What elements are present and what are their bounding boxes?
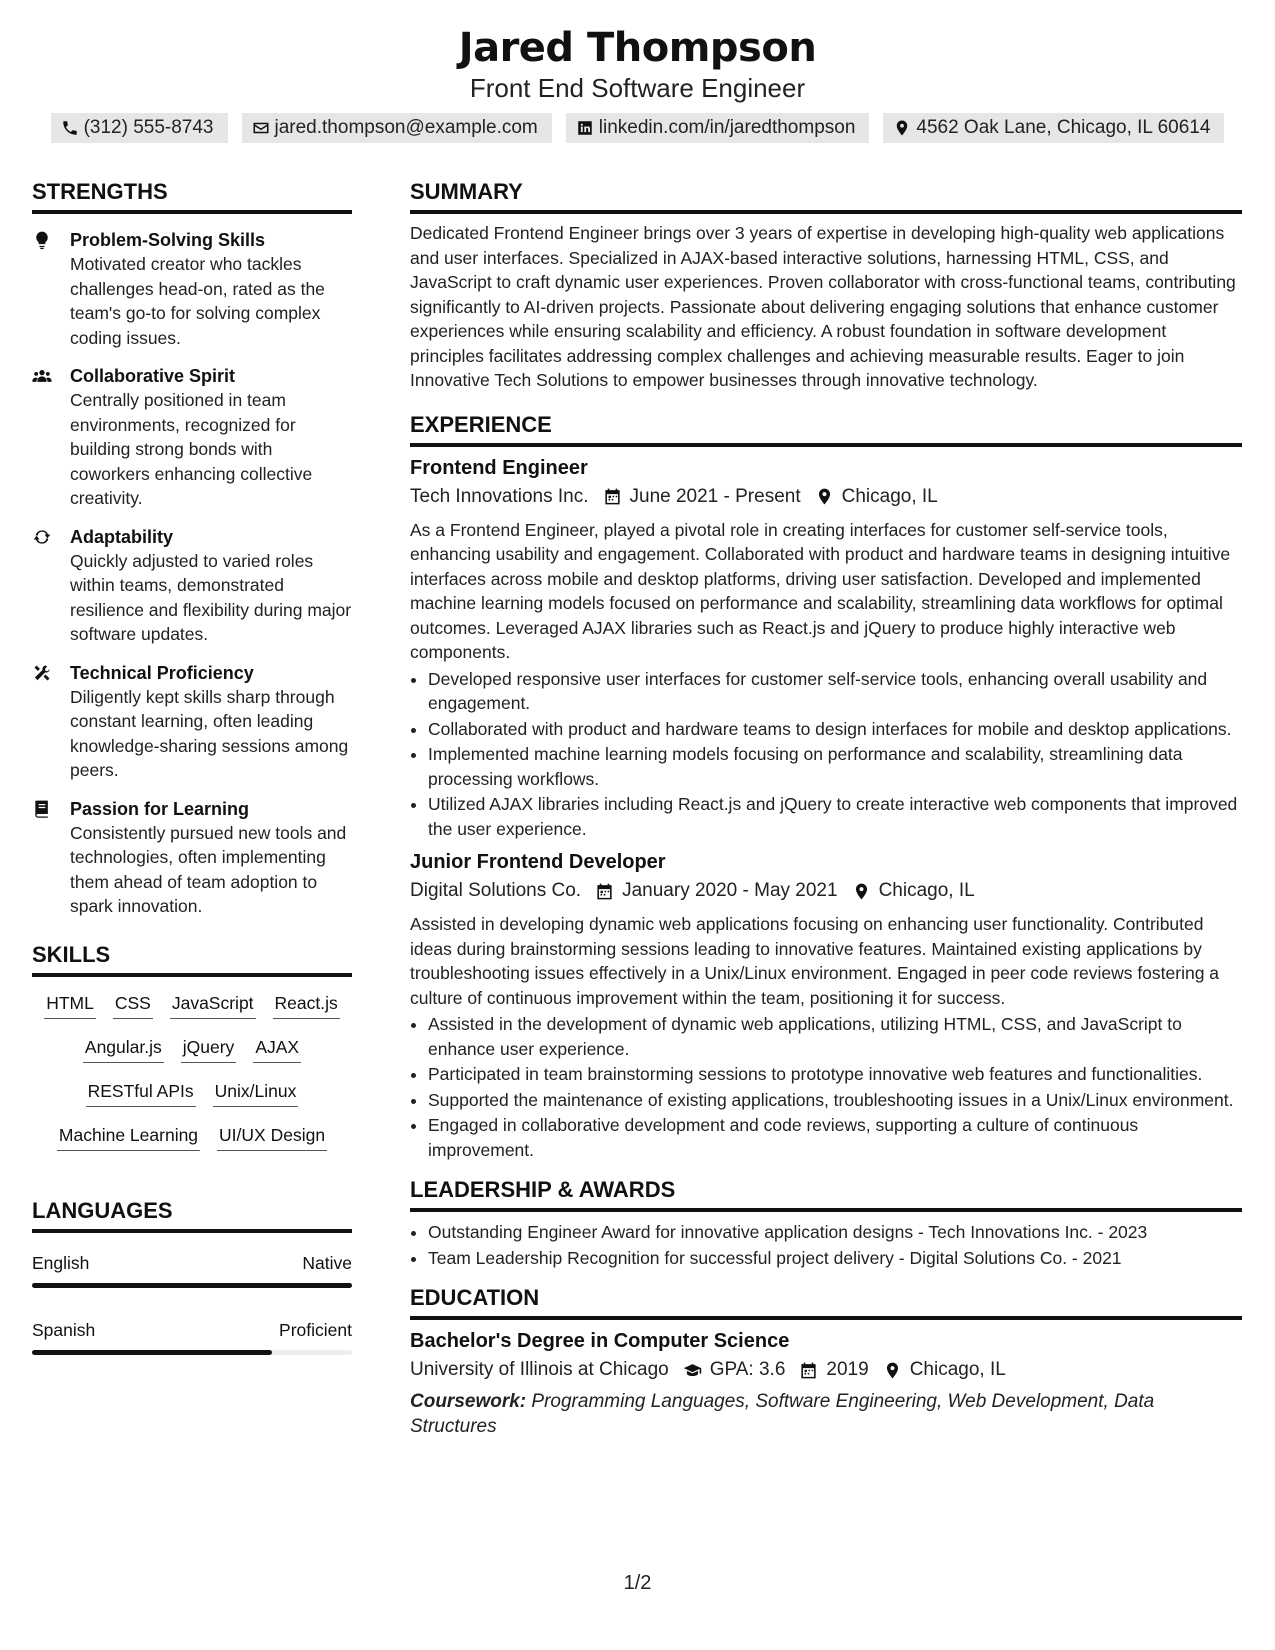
job-bullet: • Utilized AJAX libraries including React.js and jQuery to create interactive web components that improved the user experience.: [428, 792, 1242, 841]
language-proficiency-fill: [32, 1283, 352, 1288]
job-bullet: • Developed responsive user interfaces for customer self-service tools, enhancing overall usability and engagement.: [428, 667, 1242, 716]
skill-tag: Unix/Linux: [213, 1077, 299, 1107]
right-column: [410, 178, 1242, 1439]
skill-tag: JavaScript: [170, 989, 256, 1019]
award-item: • Team Leadership Recognition for successful project delivery - Digital Solutions Co. - 2021: [428, 1246, 1242, 1271]
skill-tag: AJAX: [253, 1033, 301, 1063]
language-item: [32, 1251, 352, 1288]
summary-heading: SUMMARY: [410, 178, 1242, 214]
strength-desc: Centrally positioned in team environments, recognized for building strong bonds with coworkers enhancing collective creativity.: [70, 390, 313, 508]
job-entry: [410, 455, 1242, 842]
candidate-name: Jared Thompson: [458, 25, 817, 71]
strength-title: Passion for Learning: [70, 798, 250, 819]
job-bullets: [410, 667, 1242, 842]
experience-heading: EXPERIENCE: [410, 411, 1242, 447]
refresh-icon: [32, 527, 52, 547]
coursework-list: Programming Languages, Software Engineering, Web Development, Data Structures: [410, 1391, 1155, 1437]
job-dates: January 2020 - May 2021: [622, 880, 838, 901]
coursework: [410, 1390, 1242, 1439]
job-bullet: • Assisted in the development of dynamic web applications, utilizing HTML, CSS, and JavaScript to enhance user experience.: [428, 1012, 1242, 1061]
coursework-label: Coursework:: [410, 1391, 527, 1412]
strength-desc: Diligently kept skills sharp through constant learning, often leading knowledge-sharing sessions among peers.: [70, 686, 349, 780]
award-item: • Outstanding Engineer Award for innovative application designs - Tech Innovations Inc. - 2023: [428, 1220, 1242, 1245]
contact-address-text: 4562 Oak Lane, Chicago, IL 60614: [916, 117, 1211, 138]
lightbulb-icon: [32, 230, 52, 250]
resume-header: [0, 22, 1275, 143]
job-description: As a Frontend Engineer, played a pivotal role in creating interfaces for customer self-service tools, enhancing usability and engagement. Collaborated with product and hardware teams in designing intuitive interfaces across mobile and desktop platforms, driving user satisfaction. Developed and implemented machine learning models focused on performance and scalability, streamlining data workflows for optimal outcomes. Leveraged AJAX libraries such as React.js and jQuery to produce highly interactive web components.: [410, 519, 1231, 662]
job-bullet: • Collaborated with product and hardware teams to design interfaces for mobile and desktop applications.: [428, 717, 1242, 742]
skill-tag: Machine Learning: [57, 1121, 200, 1151]
job-location: Chicago, IL: [878, 880, 975, 901]
job-meta: [410, 483, 1242, 511]
skill-tag: CSS: [113, 989, 153, 1019]
strength-title: Technical Proficiency: [70, 662, 254, 683]
linkedin-icon: [576, 119, 594, 137]
job-title: Junior Frontend Developer: [410, 851, 666, 873]
strength-item: [32, 525, 352, 647]
strength-desc: Quickly adjusted to varied roles within teams, demonstrated resilience and flexibility during major software updates.: [70, 550, 352, 644]
calendar-icon: [595, 882, 614, 901]
language-proficiency-bar: [32, 1283, 352, 1288]
languages-heading: LANGUAGES: [32, 1197, 352, 1233]
strength-title: Collaborative Spirit: [70, 366, 236, 386]
language-proficiency-fill: [32, 1350, 272, 1355]
job-bullet: • Engaged in collaborative development and code reviews, supporting a culture of continuous improvement.: [428, 1113, 1242, 1162]
contact-email-text: jared.thompson@example.com: [274, 117, 538, 138]
awards-list: [410, 1220, 1242, 1270]
language-proficiency-bar: [32, 1350, 352, 1355]
calendar-icon: [603, 487, 622, 506]
users-icon: [32, 366, 52, 386]
contact-linkedin-text: linkedin.com/in/jaredthompson: [598, 117, 856, 138]
candidate-title: Front End Software Engineer: [469, 73, 806, 103]
job-description: Assisted in developing dynamic web applications focusing on enhancing user functionality. Contributed ideas during brainstorming sessions leading to innovative features. Maintained existing applications by troubleshooting issues effectively in a Unix/Linux environment. Engaged in peer code reviews fostering a culture of continuous improvement within the team, positioning it for success.: [410, 914, 1220, 1008]
school-name: University of Illinois at Chicago: [410, 1359, 669, 1380]
strengths-heading: STRENGTHS: [32, 178, 352, 214]
skill-tag: RESTful APIs: [86, 1077, 196, 1107]
job-entry: [410, 849, 1242, 1162]
job-meta: [410, 877, 1242, 905]
language-name: Spanish: [32, 1319, 96, 1340]
strength-title: Problem-Solving Skills: [70, 230, 266, 250]
contact-phone-text: (312) 555-8743: [83, 117, 214, 138]
job-dates: June 2021 - Present: [629, 485, 801, 507]
language-item: [32, 1318, 352, 1355]
job-bullet: • Implemented machine learning models focusing on performance and scalability, streamlining data processing workflows.: [428, 742, 1242, 791]
strength-desc: Consistently pursued new tools and technologies, often implementing them ahead of team adoption to spark innovation.: [70, 822, 347, 916]
job-bullet: • Participated in team brainstorming sessions to prototype innovative web features and functionalities.: [428, 1062, 1242, 1087]
job-company: Tech Innovations Inc.: [410, 485, 589, 507]
book-icon: [32, 799, 52, 819]
envelope-icon: [252, 119, 270, 137]
strength-item: [32, 364, 352, 511]
skill-tag: Angular.js: [83, 1033, 164, 1063]
skill-tag: HTML: [44, 989, 96, 1019]
skills-heading: SKILLS: [32, 941, 352, 977]
contact-bar: [0, 113, 1275, 143]
strength-desc: Motivated creator who tackles challenges head-on, rated as the team's go-to for solving complex coding issues.: [70, 254, 325, 348]
job-company: Digital Solutions Co.: [410, 880, 582, 901]
contact-email[interactable]: [242, 113, 552, 143]
contact-address[interactable]: [883, 113, 1224, 143]
education-heading: EDUCATION: [410, 1284, 1242, 1320]
map-pin-icon: [815, 487, 834, 506]
graduation-year: 2019: [826, 1359, 869, 1380]
job-title: Frontend Engineer: [410, 456, 588, 479]
strength-item: [32, 661, 352, 783]
education-meta: [410, 1356, 1242, 1384]
strength-item: [32, 797, 352, 919]
map-pin-icon: [852, 882, 871, 901]
strength-title: Adaptability: [70, 526, 174, 547]
skill-tag: UI/UX Design: [217, 1121, 327, 1151]
strength-item: [32, 228, 352, 350]
skill-tag: jQuery: [181, 1033, 237, 1063]
job-bullets: [410, 1012, 1242, 1162]
gpa: GPA: 3.6: [709, 1359, 786, 1380]
page-number: 1/2: [623, 1572, 652, 1594]
tools-icon: [32, 663, 52, 683]
skills-list: [32, 989, 352, 1151]
language-name: English: [32, 1252, 90, 1273]
contact-phone[interactable]: [51, 113, 228, 143]
contact-linkedin[interactable]: [566, 113, 870, 143]
calendar-icon: [799, 1361, 818, 1380]
map-pin-icon: [883, 1361, 902, 1380]
phone-icon: [61, 119, 79, 137]
education-location: Chicago, IL: [909, 1359, 1006, 1380]
language-level: Native: [302, 1252, 352, 1273]
language-level: Proficient: [279, 1319, 352, 1340]
map-pin-icon: [893, 119, 911, 137]
graduation-cap-icon: [683, 1361, 702, 1380]
job-bullet: • Supported the maintenance of existing applications, troubleshooting issues in a Unix/Linux environment.: [428, 1088, 1242, 1113]
summary-text: Dedicated Frontend Engineer brings over 3 years of expertise in developing high-quality web applications and user interfaces. Specialized in AJAX-based interactive solutions, harnessing HTML, CSS, and JavaScript to craft dynamic user experiences. Proven collaborator with cross-functional teams, contributing significantly to AI-driven projects. Passionate about delivering engaging solutions that enhance customer experiences while ensuring scalability and efficiency. A robust foundation in software development principles facilitates addressing complex challenges and achieving measurable results. Eager to join Innovative Tech Solutions to empower businesses through innovative technology.: [410, 223, 1236, 390]
job-location: Chicago, IL: [841, 485, 938, 507]
left-column: [32, 178, 352, 1355]
awards-heading: LEADERSHIP & AWARDS: [410, 1176, 1242, 1212]
degree-title: Bachelor's Degree in Computer Science: [410, 1330, 790, 1352]
skill-tag: React.js: [273, 989, 340, 1019]
